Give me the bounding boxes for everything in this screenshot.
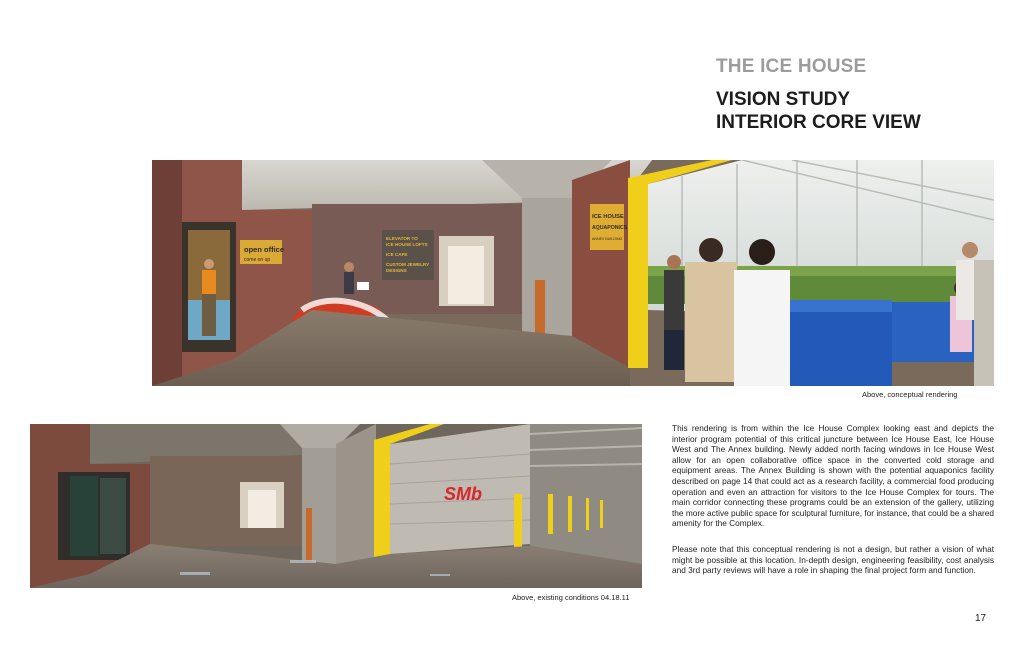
open-office-sign: open office <box>244 245 285 254</box>
open-office-sign-sub: come on up <box>244 257 271 263</box>
existing-conditions-image <box>30 424 642 588</box>
conceptual-rendering-image <box>152 160 994 386</box>
title-block <box>716 56 921 134</box>
aquaponics-sign-1: ICE HOUSE <box>592 214 624 220</box>
directory-line-1: ELEVATOR TO <box>386 236 418 241</box>
rendering-caption: Above, conceptual rendering <box>862 390 958 399</box>
subtitle-line-1: VISION STUDY <box>716 89 851 110</box>
aquaponics-sign-2: AQUAPONICS <box>592 225 628 231</box>
directory-line-3: ICE CAFE <box>386 252 408 257</box>
subtitle-line-2: INTERIOR CORE VIEW <box>716 112 921 133</box>
directory-line-5: DESIGNS <box>386 268 407 273</box>
body-paragraph-2: Please note that this conceptual rendering is not a design, but rather a vision of what might be possible at this location. In-depth design, engineering feasibility, cost analysis and 3rd party reviews will have a role in shaping the final project form and function. <box>672 544 994 576</box>
graffiti-text: SMb <box>444 484 482 504</box>
body-paragraph-1: This rendering is from within the Ice House Complex looking east and depicts the interior program potential of this critical juncture between Ice House East, Ice House West and The Annex building. Newly added north facing windows in Ice House West allow for an open collaborative office space in the converted cold storage and equipment areas. The Annex Building is shown with the potential aquaponics facility described on page 14 that could act as a research facility, a commercial food producing operation and even an attraction for visitors to the Ice House Complex for tours. The main corridor connecting these programs could be an extension of the gallery, utilizing the more active public space for sculptural furniture, for instance, that could be a shared amenity for the Complex. <box>672 423 994 529</box>
page-title: THE ICE HOUSE <box>716 56 867 77</box>
existing-caption: Above, existing conditions 04.18.11 <box>512 593 630 602</box>
directory-line-4: CUSTOM JEWELRY <box>386 262 430 267</box>
aquaponics-sign-3: ANNEX BUILDING <box>592 237 623 241</box>
page-number: 17 <box>975 613 987 624</box>
directory-line-2: ICE HOUSE LOFTS <box>386 242 428 247</box>
